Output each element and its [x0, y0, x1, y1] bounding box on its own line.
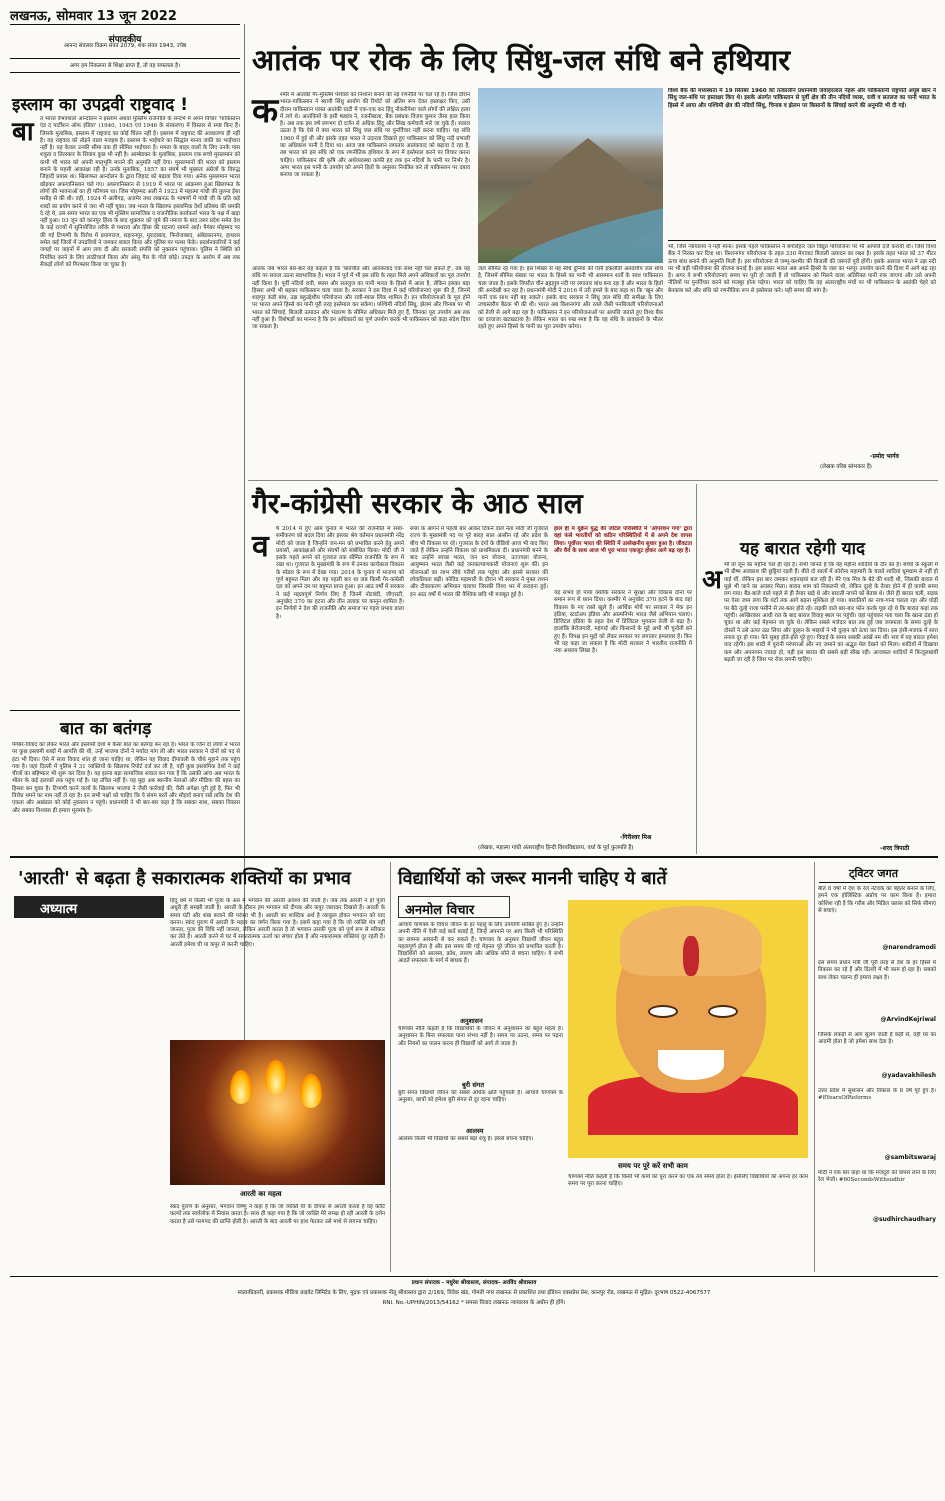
editorial1-title: इस्लाम का उपद्रवी राष्ट्रवाद ! [12, 95, 188, 115]
tweet-text: उत्तर प्रदेश में सुशासन और विकास के 8 वर्ष पूरे हुए हैं। #8YearsOfReforms [818, 1088, 936, 1102]
beard-shape [658, 1050, 724, 1080]
chanakya-subhead1: अनुशासन [460, 1017, 483, 1025]
tweet-handle: @narendramodi [882, 944, 936, 951]
divider [10, 1276, 938, 1277]
second-body-col1: र्ष 2014 में हुए आम चुनाव में भारत की राजनीति में सत्ता-समीकरण को बदल दिया और इसका श्रेय वर्तमान प्रधानमंत्री नरेंद्र मोदी को जाता है जिन्होंने जन-मन को प्रभावित करने हेतु अपने प्रयासों, आकांक्षाओं और संघर्षों को संबोधित किया। मोदी जी ने इसके पहले अपने को गुजरात तक सीमित राजनीति के रूप में रखा था। गुजरात के मुख्यमंत्री के रूप में उनका कार्यकाल विकास के मॉडल के रूप में देखा गया। 2014 के चुनाव में भाजपा को पूर्ण बहुमत मिला और यह पहली बार था जब किसी गैर-कांग्रेसी दल को अपने दम पर बहुमत प्राप्त हुआ। इन आठ वर्षों में सरकार ने कई महत्वपूर्ण निर्णय लिए हैं जिनमें नोटबंदी, जीएसटी, अनुच्छेद 370 का हटना और तीन तलाक पर कानून शामिल हैं। इन निर्णयों ने देश की राजनीति और समाज पर गहरा प्रभाव डाला है। [276, 526, 404, 620]
yaad-body: भी तो जून का महीना चल ही रहा है। सभी जानते हैं कि यह महीना शादियों के दौर का है। बच्चों के स्कूलों में भी ग्रीष्म अवकाश की छुट्टियां रहती हैं। बीते दो सालों में कोरोना महामारी के चलते शादियां धूमधाम से नहीं हो पाई थीं, लेकिन इस बार जमकर शहनाइयां बज रही हैं। मेरे एक मित्र के बेटे की शादी थी, जिसकी बारात में मुझे भी जाने का अवसर मिला। बारात शाम को निकलनी थी, लेकिन दूल्हे के तैयार होने में ही काफी समय लग गया। बैंड-बाजे वाले पहले से ही तैयार खड़े थे और बाराती नाचने को बेताब थे। जैसे ही बारात चली, सड़क पर ऐसा जाम लगा कि घंटों तक आगे बढ़ना मुश्किल हो गया। बारातियों का नाच-गाना चलता रहा और घोड़ी पर बैठे दूल्हे राजा पसीने से तर-बतर होते रहे। लड़की वाले बार-बार फोन करके पूछ रहे थे कि बारात कहां तक पहुंची। आखिरकार आधी रात के बाद बारात विवाह स्थल पर पहुंची। वहां पहुंचकर पता चला कि खाना ठंडा हो चुका था और कई मेहमान जा चुके थे। लेकिन सबसे मजेदार बात तब हुई जब जयमाला के समय दूल्हे के दोस्तों ने उसे ऊपर उठा लिया और दुल्हन के भाइयों ने भी दुल्हन को ऊंचा कर दिया। इस हंसी-मजाक में सारा तनाव दूर हो गया। फेरे सुबह होते-होते पूरे हुए। विदाई के समय सबकी आंखें नम थीं। सच में यह बारात हमेशा याद रहेगी। इस शादी में पुरानी परंपराओं और नए जमाने का अद्भुत मेल देखने को मिला। शादियों में दिखावा कम और अपनापन ज्यादा हो, यही इस बारात की सबसे बड़ी सीख रही। आजकल शादियों में फिजूलखर्ची बढ़ती जा रही है जिस पर रोक लगनी चाहिए। [724, 562, 938, 663]
second-author-note: (लेखक, महात्मा गांधी अंतरराष्ट्रीय हिन्दी विश्वविद्यालय, वर्धा के पूर्व कुलपति हैं) [478, 845, 634, 851]
divider [10, 710, 240, 711]
lead-body-col1: श्मीर में आतंकी गैर-मुस्लिम पेशेवरों को निशाना बनाने की नई रणनीति पर चल रहे हैं। जिस दौरान भारत-पाकिस्तान ने स्थायी सिंधु आयोग की रिपोर्ट को अंतिम रूप देकर हस्ताक्षर किए, उसी दौरान पाकिस्तान परस्त आतंकी घाटी में एक-एक कर हिंदू नौकरीपेशा वाले लोगों की लक्षित हत्या में लगे थे। आतंकियों के इसी षड्यंत्र ने, रजनीबाला, बैंक प्रबंधक विजय कुमार जैसा हाल किया है। अब तक इस वर्ष लगभग दो दर्जन से अधिक हिंदू और सिख कर्मचारी मारे जा चुके हैं। सवाल उठता है कि ऐसे में क्या भारत को सिंधु जल संधि पर पुनर्विचार नहीं करना चाहिए। यह संधि 1960 में हुई थी और इसके तहत भारत ने उदारता दिखाते हुए पाकिस्तान को सिंधु नदी प्रणाली का अधिकांश पानी दे दिया था। आज जब पाकिस्तान लगातार आतंकवाद को बढ़ावा दे रहा है, तब भारत को इस संधि को एक रणनीतिक हथियार के रूप में इस्तेमाल करने पर विचार करना चाहिए। पाकिस्तान की कृषि और अर्थव्यवस्था काफी हद तक इन नदियों के पानी पर निर्भर है। अगर भारत इस पानी के उपयोग को अपने हितों के अनुसार नियंत्रित करे तो पाकिस्तान पर दबाव बनाया जा सकता है। [280, 92, 470, 179]
yaad-author: -शरद त्रिपाठी [880, 845, 910, 852]
lead-sidebar-intro: विश्व बैंक की मध्यस्थता में 19 सितंबर 1960 को तत्कालीन प्रधानमंत्री जवाहरलाल नेहरू और पाकिस्तानी राष्ट्रपति अयूब खान ने सिंधु जल-संधि पर हस्ताक्षर किए थे। इसके अंतर्गत पाकिस्तान से पूर्वी क्षेत्र की तीन नदियों व्यास, रावी व सतलज का पानी भारत के हिस्से में आया और पश्चिमी क्षेत्र की नदियों सिंधु, चिनाब व झेलम पर किसानों के सिंचाई करने की अनुमति भी दी गई। [668, 88, 936, 109]
chanakya-subhead2: बुरी संगत [462, 1081, 485, 1089]
editorial2-title: बात का बतंगड़ [60, 719, 152, 739]
second-author: -गिरीश्वर मिश्र [620, 834, 652, 841]
tweet-text: मोदी ने एक बार कहा था कि मजदूरों को वापस लाने के लिए रेल भेजो। #60SecondsWithsudhir [818, 1170, 936, 1184]
flame-shape [230, 1070, 252, 1104]
aarti-body-left: हिंदू धर्म में किसी भी पूजा के अंत में भगवान की आरती अवश्य की जाती है। जब तक आरती न हो पूजा अधूरी ही समझी जाती है। आरती के दौरान हम भगवान को दीपक और कपूर जलाकर दिखाते हैं। आरती के समय घंटी और शंख बजाने की परंपरा भी है। आरती का शाब्दिक अर्थ है व्याकुल होकर भगवान को याद करना। स्कंद पुराण में आरती के महत्व का वर्णन किया गया है। इसमें कहा गया है कि जो व्यक्ति मंत्र नहीं जानता, पूजा की विधि नहीं जानता, लेकिन आरती करता है तो भगवान उसकी पूजा को पूर्ण रूप से स्वीकार कर लेते हैं। आरती करने से घर में सकारात्मक ऊर्जा का संचार होता है और नकारात्मक शक्तियां दूर रहती हैं। आरती हमेशा घी या कपूर से करनी चाहिए। [170, 898, 385, 948]
second-body-col2: सत्ता के आंगन में पहली बार आकर टिकने वाले नेता मोदी जी गुजरात राज्य के मुख्यमंत्री पद पर पूरे बारह साल आसीन रहे और प्रदेश के बीच भी विकास पर रहे। गुजरात के दंगों के वीडियो आज भी याद किए जाते हैं लेकिन उन्होंने विकास को प्राथमिकता दी। प्रधानमंत्री बनने के बाद उन्होंने स्वच्छ भारत, जन धन योजना, उज्ज्वला योजना, आयुष्मान भारत जैसी कई जनकल्याणकारी योजनाएं शुरू कीं। इन योजनाओं का लाभ सीधे गरीबों तक पहुंचा और इससे सरकार की लोकप्रियता बढ़ी। कोविड महामारी के दौरान भी सरकार ने मुफ्त राशन और टीकाकरण अभियान चलाया जिसकी विश्व भर में सराहना हुई। इन आठ वर्षों में भारत की वैश्विक छवि भी मजबूत हुई है। [410, 526, 548, 598]
tweets-list [818, 886, 936, 1266]
chanakya-caption: समय पर पूरे करें सभी काम [618, 1162, 688, 1170]
aarti-title: 'आरती' से बढ़ता है सकारात्मक शक्तियों का प्रभाव [18, 868, 351, 889]
chanakya-body-mid: चाणक्य नीति कहती है कि विद्यार्थियों के जीवन में अनुशासन का बहुत महत्व है। अनुशासन के बिना सफलता पाना संभव नहीं है। समय पर उठना, समय पर पढ़ना और नियमों का पालन करना ही विद्यार्थी को आगे ले जाता है। [398, 1026, 563, 1047]
lead-author-note: (लेखक वरिष्ठ स्तंभकार हैं) [820, 464, 872, 470]
flame-shape [265, 1060, 287, 1094]
divider [10, 72, 240, 73]
tweet-text: इस समय प्रधान मंत्री जी पूरी तरह से देश के हर हिस्से में विकास कर रहे हैं और दिल्ली में भी काम हो रहा है। सबको साथ लेकर चलना ही हमारा लक्ष्य है। [818, 960, 936, 981]
tweet-handle: @yadavakhilesh [881, 1072, 936, 1079]
masthead-rule [10, 24, 240, 25]
aarti-body-right: स्कंद पुराण के अनुसार, भगवान विष्णु ने कहा है कि जो व्यक्ति घी के दीपक से आरती करता है वह कोटि कल्पों तक स्वर्गलोक में निवास करता है। साथ ही कहा गया है कि जो व्यक्ति मेरे समक्ष हो रही आरती के दर्शन करता है उसे परमपद की प्राप्ति होती है। आरती के बाद आरती पर हाथ फेरकर उसे माथे से लगाना चाहिए। [170, 1204, 385, 1225]
river-photo [478, 88, 663, 263]
divider [10, 856, 938, 858]
chanakya-caption-body: चाणक्य नीति कहती है कि किसी भी कार्य को पूरा करने का एक तय समय होता है। इसलिए विद्यार्थियों को अपना हर काम समय पर पूरा करना चाहिए। [568, 1174, 808, 1188]
editorial1-dropcap: बा [12, 117, 34, 147]
section-label-box [10, 27, 240, 45]
footer-line3: RNI. No.-UPHIN/2013/54162 * समस्त विवाद लखनऊ न्यायालय के अधीन ही होंगे। [382, 1300, 566, 1306]
second-title: गैर-कांग्रेसी सरकार के आठ साल [252, 487, 583, 520]
lead-author: -प्रमोद भार्गव [870, 453, 899, 460]
divider [248, 480, 938, 481]
eye-shape [708, 1005, 738, 1018]
lead-body-col3: जल सीमित रह गया है। इस शिखर से यह संधि दुनिया की ऐसी इकलौती अंतर्देशीय जल संधि है, जिसमें सीमित संख्या पर भारत के हिस्से का पानी भी आसमान शर्तों के साथ पाकिस्तान चला जाता है। इसके विपरीत चीन ब्रह्मपुत्र नदी पर लगातार बांध बना रहा है और भारत के हितों की अनदेखी कर रहा है। प्रधानमंत्री मोदी ने 2016 में उरी हमले के बाद कहा था कि 'खून और पानी एक साथ नहीं बह सकते'। इसके बाद सरकार ने सिंधु जल संधि की समीक्षा के लिए उच्चस्तरीय बैठक भी की थी। भारत अब किशनगंगा और रतले जैसी पनबिजली परियोजनाओं को तेजी से आगे बढ़ा रहा है। पाकिस्तान ने इन परियोजनाओं पर आपत्ति जताते हुए विश्व बैंक का दरवाजा खटखटाया है। लेकिन भारत का रुख स्पष्ट है कि वह संधि के प्रावधानों के भीतर रहते हुए अपने हिस्से के पानी का पूरा उपयोग करेगा। [478, 266, 663, 331]
chanakya-body-last: आलस्य किसी भी विद्यार्थी का सबसे बड़ा शत्रु है। इससे बचना चाहिए। [398, 1136, 534, 1142]
aarti-tag: अध्यात्म [40, 902, 78, 917]
second-body-col3: यह संभव हो पाया क्योंकि सरकार ने सुरक्षा और विकास दोनों पर समान रूप से ध्यान दिया। कश्मीर में अनुच्छेद 370 हटने के बाद वहां विकास के नए रास्ते खुले हैं। आर्थिक मोर्चे पर सरकार ने मेक इन इंडिया, स्टार्टअप इंडिया और आत्मनिर्भर भारत जैसे अभियान चलाए। डिजिटल इंडिया के तहत देश में डिजिटल भुगतान तेजी से बढ़ा है। हालांकि बेरोजगारी, महंगाई और किसानों के मुद्दे अभी भी चुनौती बने हुए हैं। विपक्ष इन मुद्दों को लेकर सरकार पर लगातार हमलावर है। फिर भी यह कहा जा सकता है कि मोदी सरकार ने भारतीय राजनीति में नया अध्याय लिखा है। [554, 590, 692, 655]
divider [668, 240, 936, 241]
chanakya-body-bottom: बुरी संगत विद्यार्थी जीवन को सबसे अधिक क्षति पहुंचाती है। आचार्य चाणक्य के अनुसार, छात्रों को हमेशा बुरी संगत से दूर रहना चाहिए। [398, 1090, 563, 1104]
thought-line: अगर हम निकलना से शिक्षा प्राप्त हैं, तो वह सफलता है। [69, 63, 181, 69]
dateline: लखनऊ, सोमवार 13 जून 2022 [10, 9, 177, 24]
second-dropcap: व [252, 529, 269, 564]
chanakya-tag: अनमोल विचार [405, 903, 475, 918]
editorial1-body: त भारत वैभवशाल आन्दोलन ने इस्लाम अथवा मुस्लिम राजनीति के सन्दर्भ में अपने विचार 'पाकिस्तान एंड द पार्टीशन ऑफ इंडिया' (1940, 1945 एवं 1946 के संस्करण) में विस्तार से स्पष्ट किए हैं। जिसके मुताबिक, इस्लाम में राष्ट्रवाद का कोई चिंतन नहीं है। इस्लाम में राष्ट्रवाद की अवधारणा ही नहीं है। यह राष्ट्रवाद को तोड़ने वाला मजहब है। इस्लाम के भाईचारे का सिद्धांत मानव जाति का भाईचारा नहीं है। यह केवल उनकी सीमा तक ही सीमित भाईचारा है। ममता के बाहर वालों के लिए उनके पास शत्रुता व तिरस्कार के सिवाय कुछ भी नहीं है। आम्बेडकर के मुताबिक, इस्लाम एक सच्चे मुसलमान को कभी भी भारत को अपनी मातृभूमि मानने की अनुमति नहीं देगा। मुसलमानों की भारत को इस्लाम बनाने के महत्ती आकांक्षा रही है। उनके मुताबिक, 1857 का संघर्ष भी मुख्यतः अंग्रेजों के विरुद्ध जिहादी प्रयास था। खिलाफत आन्दोलन के द्वारा जिहाद को बढ़ावा दिया गया। अनेक मुसलमान भारत छोड़कर अफगानिस्तान चले गए। अफगानिस्तान से 1919 में भारत पर आक्रमण हुआ खिलाफत के लोगों की भावनाओं का ही परिणाम था। जिस मोहम्मद अली ने 1923 में महात्मा गांधी की तुलना ईसा मसीह से की थी। वही, 1924 में अलीगढ़, अजमेर तथा लखनऊ के भाषणों में गांधी जी के प्रति कड़े शब्दों का प्रयोग करने से जरा भी नहीं चूका। जब भारत के खिलाफ इस्लामिक देशों प्रतिबंध की धमकी दे रहे थे, उस समय भारत का एक भी मुस्लिम सामाजिक व राजनीतिक कार्यकर्ता भारत के पक्ष में खड़ा नहीं हुआ। 03 जून को कानपुर हिंसा के बाद शुक्रवार को जुमे की नमाज के बाद उत्तर प्रदेश समेत देश के कई राज्यों में सुनियोजित तरीके से पथराव और हिंसा की घटनाएं सामने आईं। पैगंबर मोहम्मद पर की गई टिप्पणी के विरोध में प्रयागराज, सहारनपुर, मुरादाबाद, फिरोजाबाद, अंबेडकरनगर, हाथरस समेत कई जिलों में उपद्रवियों ने जमकर बवाल किया और पुलिस पर पत्थर फेंके। प्रदर्शनकारियों ने कई जगहों पर वाहनों में आग लगा दी और सरकारी संपत्ति को नुकसान पहुंचाया। पुलिस ने स्थिति को नियंत्रित करने के लिए लाठीचार्ज किया और आंसू गैस के गोले छोड़े। उपद्रव के आरोप में अब तक सैकड़ों लोगों को गिरफ्तार किया जा चुका है। [40, 116, 240, 268]
chanakya-body-left: आचार्य चाणक्य के विचार जीवन के हर पहलू के लिए उपयोगी साबित हुए हैं। उन्होंने अपनी नीति में ऐसी कई बातें बताई हैं, जिन्हें अपनाने पर आप किसी भी परिस्थिति का सामना आसानी से कर सकते हैं। चाणक्य के अनुसार विद्यार्थी जीवन बहुत महत्वपूर्ण होता है और इस समय की गई मेहनत पूरे जीवन को प्रभावित करती है। विद्यार्थियों को आलस्य, क्रोध, लालच और अधिक सोने से बचना चाहिए। ये सभी आदतें सफलता के मार्ग में बाधक हैं। [398, 922, 563, 965]
section-label: संपादकीय [108, 35, 142, 45]
yaad-dropcap: अ [702, 565, 722, 595]
tweet-text: जिसके लकड़ी से आग सुलग जाती है कहीं से, वही घर का आदमी होता है जो हमेशा साथ देता है। [818, 1032, 936, 1046]
second-highlight: हाल ही में यूक्रेन युद्ध की जटिल परिस्थिति में 'ऑपरेशन गंगा' द्वारा वहां फंसे भारतीयों को कठिन परिस्थितियों में से अपने देश वापस लिया। पूर्वोत्तर भारत की स्थिति में उल्लेखनीय सुधार हुआ है। जीवटता और धैर्य के साथ आज भी पूरा भारत एकजुट होकर आगे बढ़ रहा है। [554, 526, 692, 554]
aarti-tag-box [14, 896, 164, 918]
chanakya-illustration [568, 900, 808, 1158]
aarti-caption: आरती का महत्व [240, 1190, 282, 1198]
eye-shape [648, 1005, 678, 1018]
footer-line1: स्वत्वाधिकारी, प्रकाशक मीडिया प्राइवेट लिमिटेड के लिए, मुद्रक एवं प्रकाशक नीतू श्रीवास्तव द्वारा 2/169, विवेक खंड, गोमती नगर लखनऊ से प्रकाशित तथा इंडियन एक्सप्रेस प्रेस, कानपुर रोड, लखनऊ से मुद्रित। दूरभाष 0522-4067577 [237, 1290, 711, 1296]
chanakya-tag-box [398, 896, 510, 918]
tweet-handle: @ArvindKejriwal [880, 1016, 936, 1023]
editorial2-body: पैगंबर-विवाद को लेकर भारत और इस्लामी देशों में कैसा बात का बतंगड़ बन रहा है। भारत के जिन दो लोगों ने भारत पर कुछ इस्लामी शब्दों में आपत्ति की थी, उन्हें भाजपा दोनों ने मर्यादा मांग ली और भारत सरकार ने दोनों को पद से हटा भी दिया। ऐसे में सारा विवाद शांत हो जाना चाहिए था, लेकिन यह विवाद दीपावली के चौथे मुहाने तक पहुंच गया है। जहां दिल्ली में पुलिस ने 31 व्यक्तियों के खिलाफ रिपोर्ट दर्ज कर ली है, वहीं कुछ इस्लामिक देशों ने कई चीजों का बहिष्कार भी शुरू कर दिया है। यह इतना बड़ा सामाजिक सवाल बन गया है कि उसकी आंच अब भारत के भीतर के कई इलाकों तक पहुंच गई है। यह उचित नहीं है। यह मुद्दा अब स्थानीय नेताओं और मीडिया की बहस का हिस्सा बन चुका है। टिप्पणी करने वालों के खिलाफ भाजपा ने जैसी कार्रवाई की, वैसी अपेक्षा पूरी हुई है, फिर भी विरोध थमने का नाम नहीं ले रहा है। इन सभी पक्षों को चाहिए कि वे संयम बरतें और सौहार्द बनाए रखें ताकि देश की एकता और अखंडता को कोई नुकसान न पहुंचे। प्रधानमंत्री ने भी बार-बार कहा है कि सबका साथ, सबका विकास और सबका विश्वास ही हमारा मूलमंत्र है। [12, 742, 240, 814]
chanakya-subhead3: आलस्य [466, 1127, 484, 1135]
divider [10, 58, 240, 59]
chanakya-title: विद्यार्थियों को जरूर माननी चाहिए ये बातें [398, 868, 667, 889]
column-separator [390, 862, 391, 1272]
tweet-handle: @sambitswaraj [884, 1154, 936, 1161]
footer-line2: प्रधान संपादक - मधुरेश श्रीवास्तव, संपादक- अरविंद श्रीवास्तव [411, 1280, 537, 1286]
flame-shape [300, 1074, 322, 1108]
tweet-text: बीते 8 वर्षों में देश के रेल नेटवर्क को बेहतर बनाने के लिए, हमने एक होलिस्टिक अप्रोच पर काम किया है। हमारा कोशिश रही है कि गरीब और मिडिल क्लास को सिर्फ सीमाएं से बचाएं। [818, 886, 936, 914]
lead-sidebar-body: भी, जिसे न्यायालय ने नहीं माना। इसके पहले पाकिस्तान ने बगलिहार जल विद्युत परियोजना पर भी आपत्ति दर्ज करायी थी। जिसे विश्व बैंक ने निरस्त कर दिया था। किशनगंगा परियोजना के तहत 330 मेगावाट बिजली उत्पादन का लक्ष्य है। इसके तहत भारत को 37 मीटर ऊंचा बांध बनाने की अनुमति मिली है। इस परियोजना से जम्मू-कश्मीर की बिजली की जरूरतें पूरी होंगी। इसके अलावा भारत ने उझ नदी पर भी बड़ी परियोजना की योजना बनाई है। इस प्रकार भारत अब अपने हिस्से के जल का भरपूर उपयोग करने की दिशा में आगे बढ़ रहा है। अगर ये सभी परियोजनाएं समय पर पूरी हो जाती हैं तो पाकिस्तान को मिलने वाला अतिरिक्त पानी रुक जाएगा और उसे अपनी नीतियों पर पुनर्विचार करने को मजबूर होना पड़ेगा। भारत को चाहिए कि वह अंतरराष्ट्रीय मंचों पर भी पाकिस्तान के आतंकी चेहरे को बेनकाब करे और संधि को रणनीतिक रूप से इस्तेमाल करे। यही समय की मांग है। [668, 244, 936, 294]
samvat-line: आनन्द संवत्सर विक्रम संवत 2079, शक संवत 1943, ज्येष्ठ [63, 43, 187, 49]
column-separator [696, 484, 697, 854]
tilak-shape [683, 936, 699, 976]
lead-body-col2: आतंक जब भारत बार-बार यह कहता है कि 'बातचीत और आतंकवाद एक साथ नहीं चल सकते हैं', तब यह संधि पर सवाल उठना स्वाभाविक है। भारत ने पूर्व में भी इस संधि के तहत मिले अपने अधिकारों का पूरा उपयोग नहीं किया है। पूर्वी नदियों रावी, ब्यास और सतलुज का पानी भारत के हिस्से में आता है, लेकिन इसका बड़ा हिस्सा अभी भी बहकर पाकिस्तान चला जाता है। सरकार ने इस दिशा में कई परियोजनाएं शुरू की हैं, जिनमें शाहपुर कंडी बांध, उझ बहुउद्देशीय परियोजना और रावी-ब्यास लिंक शामिल हैं। इन परियोजनाओं के पूरा होने पर भारत अपने हिस्से का पानी पूरी तरह इस्तेमाल कर सकेगा। पश्चिमी नदियों सिंधु, झेलम और चिनाब पर भी भारत को सिंचाई, बिजली उत्पादन और भंडारण के सीमित अधिकार मिले हुए हैं, जिनका पूरा उपयोग अब तक नहीं हुआ है। विशेषज्ञों का मानना है कि इन अधिकारों का पूर्ण उपयोग करके भी पाकिस्तान को कड़ा संदेश दिया जा सकता है। [252, 266, 470, 331]
aarti-photo [170, 1040, 385, 1185]
divider [819, 882, 935, 883]
lead-title: आतंक पर रोक के लिए सिंधु-जल संधि बने हथियार [252, 43, 791, 77]
tweet-handle: @sudhirchaudhary [872, 1216, 936, 1223]
yaad-title: यह बारात रहेगी याद [740, 539, 866, 559]
lead-dropcap: क [252, 91, 279, 131]
twitter-title: ट्विटर जगत [849, 867, 899, 880]
